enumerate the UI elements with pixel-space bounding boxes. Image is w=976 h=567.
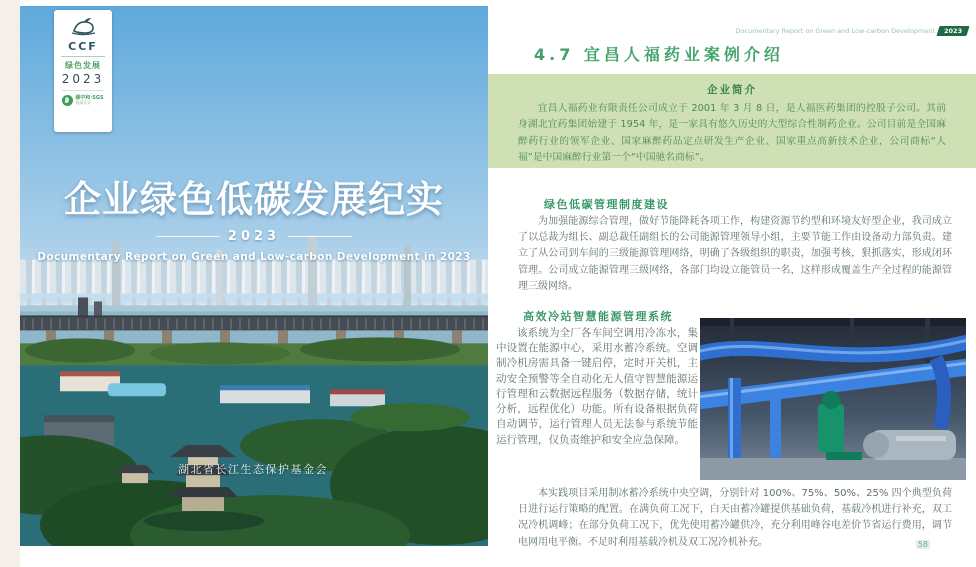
crane-bird-logo-icon bbox=[68, 15, 98, 39]
badge-cert bbox=[62, 90, 103, 106]
page-edge-strip bbox=[0, 0, 20, 567]
content-page bbox=[488, 0, 976, 567]
company-profile-box bbox=[488, 74, 976, 168]
badge-divider bbox=[61, 56, 105, 57]
heading-management-system: 绿色低碳管理制度建设 bbox=[544, 198, 669, 211]
cover-title: 企业绿色低碳发展纪实 bbox=[64, 178, 444, 221]
heading-smart-energy-system: 高效冷站智慧能源管理系统 bbox=[523, 310, 673, 323]
paragraph-management-system: 为加强能源综合管理，做好节能降耗各项工作，构建资源节约型和环境友好型企业，我司成立了以总裁为组长、副总裁任副组长的公司能源管理领导小组，主要节能工作由设备动力部负责。建立了从公司到车间的三级能源管理网络，明确了各级组织的职责，加强考核，狠抓落实，形成闭环管理。公司成立能源管理三级网络，各部门均设立能管员一名，这样形成覆盖生产全过程的能源管理三级网络。 bbox=[518, 216, 952, 292]
leaf-cert-icon bbox=[62, 95, 73, 106]
cert-line2: 低碳认证 bbox=[75, 100, 92, 106]
closing-paragraph: 本实践项目采用制冰蓄冷系统中央空调，分别针对 100%、75%、50%、25% 四个典型负荷日进行运行策略的配置。在满负荷工况下，白天由蓄冷罐提供基础负荷，基载冷机进行补充，双工况冷机调峰；在部分负荷工况下，优先使用蓄冷罐供冷，充分利用峰谷电差价节省运行费用，调节电网用电平衡。不足时利用基载冷机及双工况冷机补充。 bbox=[518, 488, 952, 548]
running-head-year-badge: 2023 bbox=[936, 26, 969, 36]
cover-year: 2023 bbox=[227, 229, 281, 244]
cover-subtitle: Documentary Report on Green and Low-carbon Development in 2023 bbox=[37, 251, 471, 263]
title-rule-left bbox=[156, 236, 220, 237]
foundation-credit: 湖北省长江生态保护基金会 bbox=[178, 463, 328, 476]
badge-org: CCF bbox=[68, 40, 98, 53]
badge-year: 2023 bbox=[61, 72, 105, 86]
cover-title-block bbox=[20, 169, 488, 263]
badge-tagline: 绿色发展 bbox=[65, 61, 101, 70]
profile-title: 企业简介 bbox=[707, 84, 757, 96]
running-head-text: Documentary Report on Green and Low-carbon Development bbox=[735, 27, 935, 35]
paragraph-smart-energy-system: 该系统为全厂各车间空调用冷冻水，集中设置在能源中心，采用水蓄冷系统。空调制冷机房需具备一键启停，定时开关机，主动安全预警等全自动化无人值守智慧能源运行管理和云数据远程服务（数据存储，统计分析，远程优化）功能。所有设备根据负荷自动调节，运行管理人员无法参与系统节能运行管理，仅负责维护和安全应急保障。 bbox=[496, 327, 698, 446]
page-number: 58 bbox=[917, 540, 928, 549]
ccf-cover-badge bbox=[54, 10, 112, 132]
profile-body: 宜昌人福药业有限责任公司成立于 2001 年 3 月 8 日，是人福医药集团的控股子公司。其前身湖北宜药集团始建于 1954 年，是一家具有悠久历史的大型综合性制药企业。公司目前是全国麻醉药行业的领军企业、国家麻醉药品定点研发生产企业、国家重点高新技术企业，公司商标“人福”是中国麻醉行业第一个“中国驰名商标”。 bbox=[518, 103, 946, 163]
cover-page bbox=[20, 6, 488, 546]
machine-room-photo bbox=[700, 318, 966, 480]
running-head bbox=[735, 26, 968, 36]
cover-year-row bbox=[20, 229, 488, 244]
cert-line1: 碳中和·SGS bbox=[75, 95, 104, 102]
title-rule-right bbox=[288, 236, 352, 237]
section-title: 4.7 宜昌人福药业案例介绍 bbox=[534, 45, 784, 64]
chiller-plant-illustration bbox=[700, 318, 966, 480]
